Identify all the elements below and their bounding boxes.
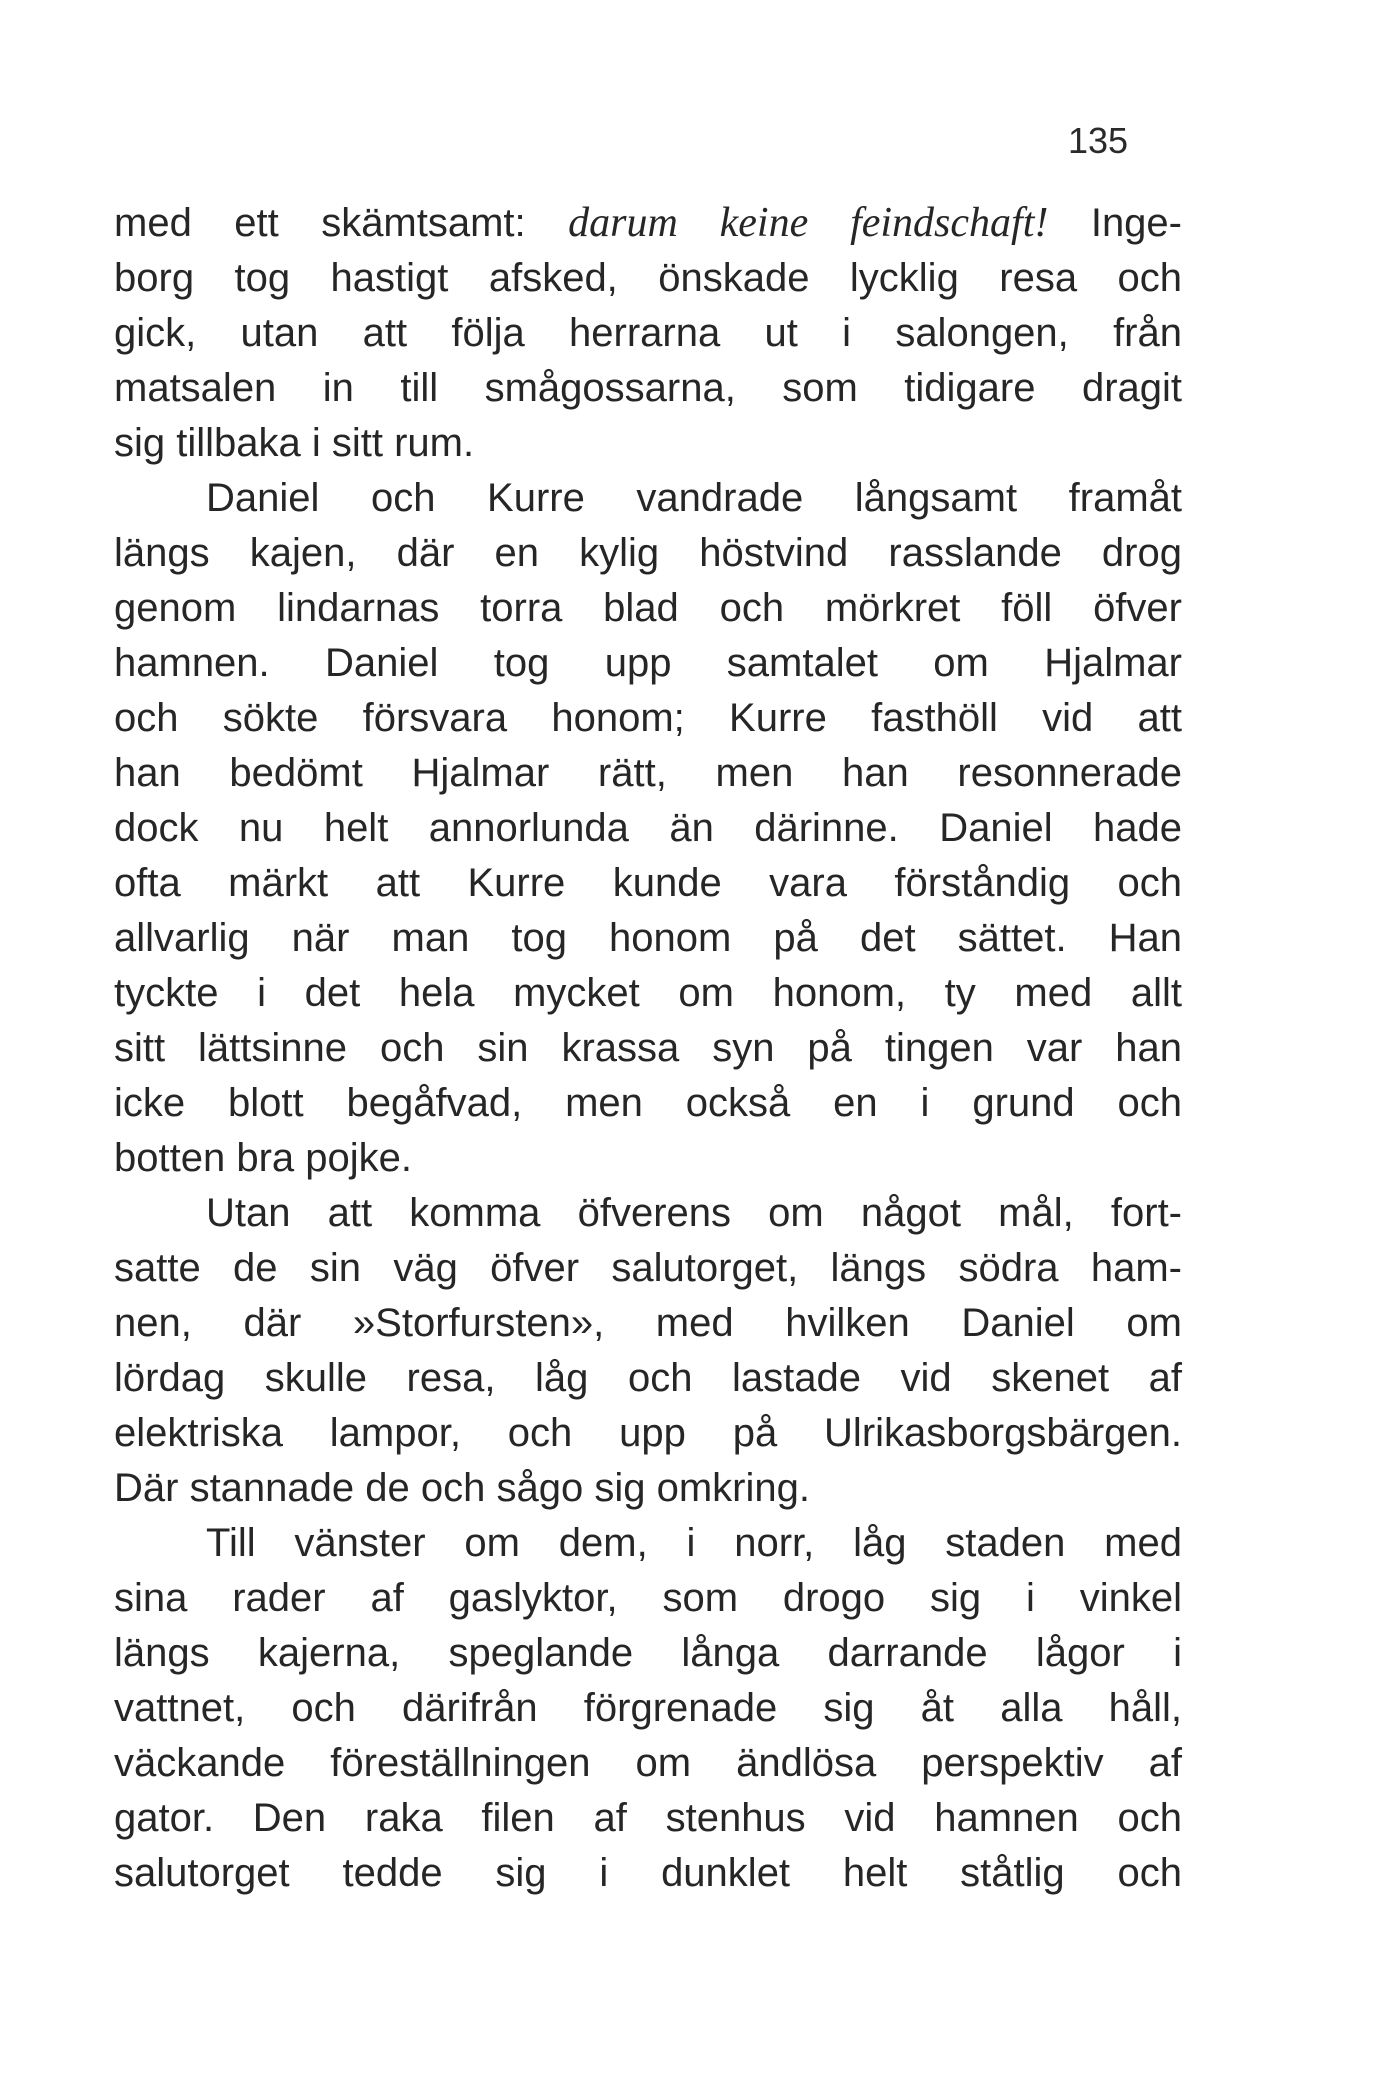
text-line: tyckte i det hela mycket om honom, ty med allt: [114, 971, 1182, 1015]
text-run: Inge-: [1048, 201, 1182, 245]
page-number: 135: [1068, 120, 1129, 161]
text-line: gator. Den raka filen af stenhus vid hamnen och: [114, 1796, 1182, 1840]
text-line: hamnen. Daniel tog upp samtalet om Hjalmar: [114, 641, 1182, 685]
paragraph-start-line: Daniel och Kurre vandrade långsamt framåt: [206, 476, 1182, 520]
text-line: matsalen in till smågossarna, som tidigare dragit: [114, 366, 1182, 410]
text-line: satte de sin väg öfver salutorget, längs södra ham-: [114, 1246, 1182, 1290]
text-line: borg tog hastigt afsked, önskade lycklig resa och: [114, 256, 1182, 300]
text-line: vattnet, och därifrån förgrenade sig åt alla håll,: [114, 1686, 1182, 1730]
text-line: elektriska lampor, och upp på Ulrikasborgsbärgen.: [114, 1411, 1182, 1455]
text-run: med ett skämtsamt:: [114, 201, 569, 245]
text-line: dock nu helt annorlunda än därinne. Daniel hade: [114, 806, 1182, 850]
text-line: sig tillbaka i sitt rum.: [114, 421, 475, 465]
paragraph-start-line: Till vänster om dem, i norr, låg staden med: [206, 1521, 1182, 1565]
text-line: [114, 196, 1182, 251]
text-line: icke blott begåfvad, men också en i grund och: [114, 1081, 1182, 1125]
text-line: allvarlig när man tog honom på det sättet. Han: [114, 916, 1182, 960]
text-line: genom lindarnas torra blad och mörkret föll öfver: [114, 586, 1182, 630]
italic-phrase: darum keine feindschaft!: [568, 200, 1049, 246]
text-line: ofta märkt att Kurre kunde vara förståndig och: [114, 861, 1182, 905]
paragraph-start-line: Utan att komma öfverens om något mål, fort-: [206, 1191, 1182, 1235]
text-line: nen, där »Storfursten», med hvilken Daniel om: [114, 1301, 1182, 1345]
text-line: Där stannade de och sågo sig omkring.: [114, 1466, 810, 1510]
body-text: [114, 196, 1182, 1901]
text-line: sitt lättsinne och sin krassa syn på tingen var han: [114, 1026, 1182, 1070]
text-line: lördag skulle resa, låg och lastade vid skenet af: [114, 1356, 1182, 1400]
text-line: och sökte försvara honom; Kurre fasthöll vid att: [114, 696, 1182, 740]
text-line: väckande föreställningen om ändlösa perspektiv af: [114, 1741, 1182, 1785]
text-line: han bedömt Hjalmar rätt, men han resonnerade: [114, 751, 1182, 795]
text-line: salutorget tedde sig i dunklet helt ståtlig och: [114, 1851, 1182, 1895]
text-line: längs kajerna, speglande långa darrande lågor i: [114, 1631, 1182, 1675]
text-line: gick, utan att följa herrarna ut i salongen, från: [114, 311, 1182, 355]
text-line: sina rader af gaslyktor, som drogo sig i vinkel: [114, 1576, 1182, 1620]
text-line: botten bra pojke.: [114, 1136, 412, 1180]
text-line: längs kajen, där en kylig höstvind rasslande drog: [114, 531, 1182, 575]
